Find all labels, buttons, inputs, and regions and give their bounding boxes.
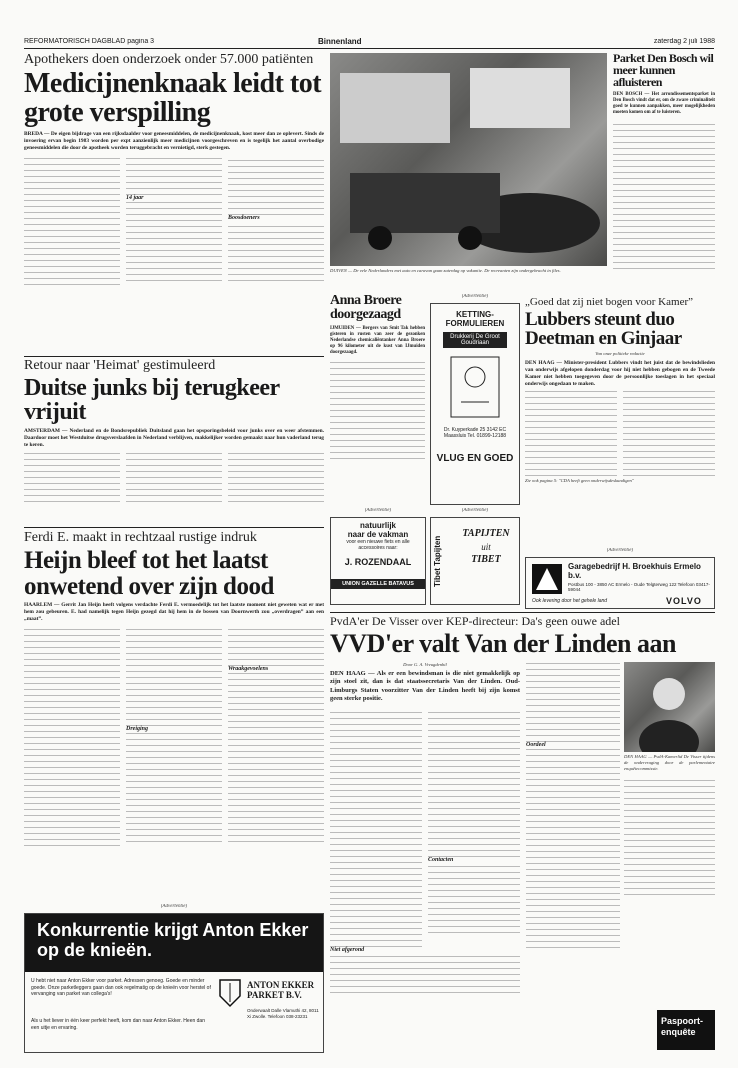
divider: [24, 356, 324, 357]
paspoort-enquete-logo: [657, 1010, 715, 1050]
article-anna-broere: [330, 294, 425, 504]
article-headline: Medicijnenknaak leidt tot grote verspilling: [24, 68, 322, 128]
ad-vertical-text: Tibet Tapijten: [433, 535, 442, 587]
ad-brand: J. ROZENDAAL: [344, 557, 412, 567]
article-duitse-junks: [24, 358, 324, 523]
photo-caption: DEN HAAG — PvdA-Kamerlid De Visser tijdens de ondervraging door de parlementaire enquêtecommissie.: [624, 753, 715, 771]
ad-tapijten[interactable]: [430, 517, 520, 605]
ad-slogan: Ook levering door het gehele land: [532, 598, 608, 604]
text-column: [24, 452, 120, 502]
article-headline: Anna Broere doorgezaagd: [330, 294, 402, 323]
ad-label: (Advertentie): [461, 508, 489, 513]
ad-kettingformulieren[interactable]: [430, 303, 520, 505]
article-headline: VVD'er valt Van der Linden aan: [330, 629, 676, 658]
ad-text: U hebt niet naar Anton Ekker voor parket. Adressen genoeg. Goede en minder goede. Onze parketleggers gaan dan ook regelmatig op de knieën voor herstel of vervanging van parket van collega's!: [31, 978, 211, 997]
ad-label: (Advertentie): [461, 294, 489, 299]
article-kicker: Apothekers doen onderzoek onder 57.000 patiënten: [24, 52, 314, 67]
text-column: [24, 626, 120, 846]
subhead: Contacten: [428, 856, 454, 863]
article-bosch: [613, 52, 715, 292]
ad-footer: UNION GAZELLE BATAVUS: [331, 579, 425, 589]
ad-brand: ANTON EKKER PARKET B.V.: [247, 980, 315, 1000]
text-column: [228, 672, 324, 842]
person-icon: [624, 662, 715, 752]
article-kicker: Retour naar 'Heimat' gestimuleerd: [24, 358, 216, 373]
article-headline: Parket Den Bosch wil meer kunnen afluisteren: [613, 52, 714, 90]
article-kicker: Ferdi E. maakt in rechtzaal rustige indruk: [24, 530, 257, 545]
subhead: Oordeel: [526, 741, 546, 748]
ad-address: Dr. Kuyperkade 25 3142 EC Maassluis Tel. 01899-12188: [443, 427, 507, 439]
text-column: [330, 359, 425, 459]
text-column: [526, 748, 620, 948]
text-column: [525, 391, 617, 476]
article-lubbers: [525, 296, 715, 546]
logo-line: Paspoort-: [661, 1016, 704, 1026]
text-column: [126, 155, 222, 195]
divider: [330, 612, 715, 613]
text-column: [428, 707, 520, 857]
photo-caption: DUIVEN — De vele Nederlanders met auto en caravan gaan zaterdag op vakantie. De recreanten zijn ondergebracht in files.: [330, 268, 561, 273]
see-also: Zie ook pagina 5: "CDA heeft geen onderwijsdeskundigen": [525, 477, 634, 483]
text-column: [330, 953, 520, 993]
article-headline: Duitse junks bij terugkeer vrijuit: [24, 375, 280, 426]
byline: Door G. A. Vreugdenhil: [403, 661, 447, 667]
subhead: Boosdoeners: [228, 215, 260, 222]
ad-line: naar de vakman: [347, 530, 409, 539]
ad-footer: VLUG EN GOED: [436, 453, 514, 464]
ad-label: (Advertentie): [606, 548, 634, 553]
text-column: [428, 863, 520, 933]
car-caravan-icon: [330, 53, 607, 266]
ad-address: Postbus 100 - 3850 AC Ermelo - Oude Telgterweg 122 Telefoon 03417-59044: [568, 582, 710, 592]
subhead: Wraakgevoelens: [228, 666, 269, 672]
text-column: [228, 452, 324, 502]
logo-line: enquête: [661, 1027, 696, 1037]
ad-garage-broekhuis[interactable]: [525, 557, 715, 609]
ad-text: Als u het liever in één keer perfekt heeft, kom dan naar Anton Ekker. Heen dan een uitje en ervaring.: [31, 1018, 205, 1031]
article-headline: Lubbers steunt duo Deetman en Ginjaar: [525, 309, 682, 350]
article-lead: HAARLEM — Gerrit Jan Heijn heeft volgens verdachte Ferdi E. vermoedelijk tot het laatste moment niet geweten wat er met hem zou gebeuren. E. had namelijk tegen Heijn gezegd dat hij hem in de bossen van Doornwerth zou „overdragen” aan een „maat”.: [24, 602, 324, 622]
ad-line: TIBET: [471, 554, 501, 565]
article-lead: DEN HAAG — Als er een bewindsman is die niet gemakkelijk op zijn stoel zit, dan is dat staatssecretaris Van der Linden. Oud-Limburgs Staten voorzitter Van der Linden heeft bij zijn komst geen sterke positie.: [330, 669, 520, 703]
ad-line: natuurlijk: [359, 521, 396, 530]
ad-headline: Konkurrentie krijgt Anton Ekker op de knieën.: [25, 914, 323, 972]
text-column: [126, 732, 222, 842]
byline: Van onze politieke redactie: [595, 350, 645, 356]
header-date: zaterdag 2 juli 1988: [653, 38, 715, 45]
subhead: Dreiging: [126, 726, 149, 732]
ad-line: voor een nieuwe fiets en alle accessoires naar:: [346, 539, 410, 551]
article-medicijnenknaak: [24, 52, 324, 352]
text-column: [24, 155, 120, 285]
article-headline: Heijn bleef tot het laatst onwetend over zijn dood: [24, 547, 274, 600]
header-rule: [24, 48, 714, 49]
text-column: [228, 155, 324, 215]
article-lead: IJMUIDEN — Bergers van Smit Tak hebben gisteren in rusten van zeer de gezonken Nederlandse chemicaliëntanker Anna Broere op 96 kilometer uit de kust van IJmuiden doorgezaagd.: [330, 325, 425, 355]
ad-brand: VOLVO: [666, 596, 702, 606]
ad-line: TAPIJTEN: [462, 528, 510, 539]
article-lead: AMSTERDAM — Nederland en de Bondsrepubliek Duitsland gaan het opsporingsbeleid voor junks over en weer afstemmen. Daardoor moet het Westduitse drugsverslaafden in Nederland verblijven, makkelijker worden gemaakt naar hun vaderland terug te keren.: [24, 427, 324, 448]
text-column: [623, 391, 715, 476]
printing-press-icon: [431, 352, 519, 422]
ad-label: (Advertentie): [364, 508, 392, 513]
header-section: Binnenland: [318, 37, 362, 46]
text-column: [624, 775, 715, 895]
ad-title: KETTING-FORMULIEREN: [445, 310, 505, 328]
article-lead: BREDA — De eigen bijdrage van een rijksdaalder voor geneesmiddelen, de medicijnenknaak, kost meer dan ze oplevert. Sinds de invoering ervan begin 1983 worden per expt aanzienlijk meer medicijnen voorgeschreven en is tegelijk het aantal overbodige geneesmiddelen die door de apotheek worden teruggebracht en vernietigd, sterk gestegen.: [24, 131, 324, 152]
text-column: [126, 626, 222, 726]
ekker-crest-icon: [217, 978, 243, 1008]
article-lead: DEN HAAG — Minister-president Lubbers vindt het juist dat de bewindslieden van onderwijs afgelopen donderdag voor hij niet hebben gebogen en de Tweede Kamer niet hebben toegegeven door de persoonlijke toeslagen in het speciaal onderwijs ongedaan te maken.: [525, 359, 715, 387]
text-column: [330, 707, 422, 947]
traffic-photo: [330, 53, 607, 266]
text-column: [613, 119, 715, 269]
text-column: [126, 201, 222, 281]
text-column: [228, 221, 324, 281]
divider: [24, 527, 324, 528]
ad-address: Onderwaalt Dalle Vlamuthi 42, 8011 Xi Zwolle. Telefoon 038-23231: [247, 1008, 319, 1019]
article-lead: DEN BOSCH — Het arrondissementsparket in Den Bosch vindt dat er, om de zware criminaliteit goed te kunnen aanpakken, meer mogelijkheden moeten komen om af te luisteren.: [613, 91, 715, 115]
ad-brand: Drukkerij De Groot Goudriaan: [443, 332, 507, 348]
ad-label: (Advertentie): [160, 904, 188, 909]
text-column: [526, 662, 620, 742]
subhead: Niet afgerond: [330, 946, 365, 953]
article-vvd: [330, 614, 715, 1054]
article-heijn: [24, 530, 324, 900]
portrait-photo: [624, 662, 715, 752]
ad-title: Garagebedrijf H. Broekhuis Ermelo b.v.: [568, 562, 701, 580]
header-left: REFORMATORISCH DAGBLAD pagina 3: [24, 38, 155, 45]
ad-anton-ekker[interactable]: [24, 913, 324, 1053]
article-kicker: PvdA'er De Visser over KEP-directeur: Da's geen ouwe adel: [330, 614, 620, 628]
text-column: [228, 626, 324, 666]
garage-logo-icon: [532, 564, 562, 594]
article-kicker: „Goed dat zij niet bogen voor Kamer”: [525, 296, 693, 308]
text-column: [126, 452, 222, 502]
ad-line: uit: [481, 542, 491, 552]
subhead: 14 jaar: [126, 195, 144, 202]
ad-rozendaal[interactable]: [330, 517, 426, 605]
